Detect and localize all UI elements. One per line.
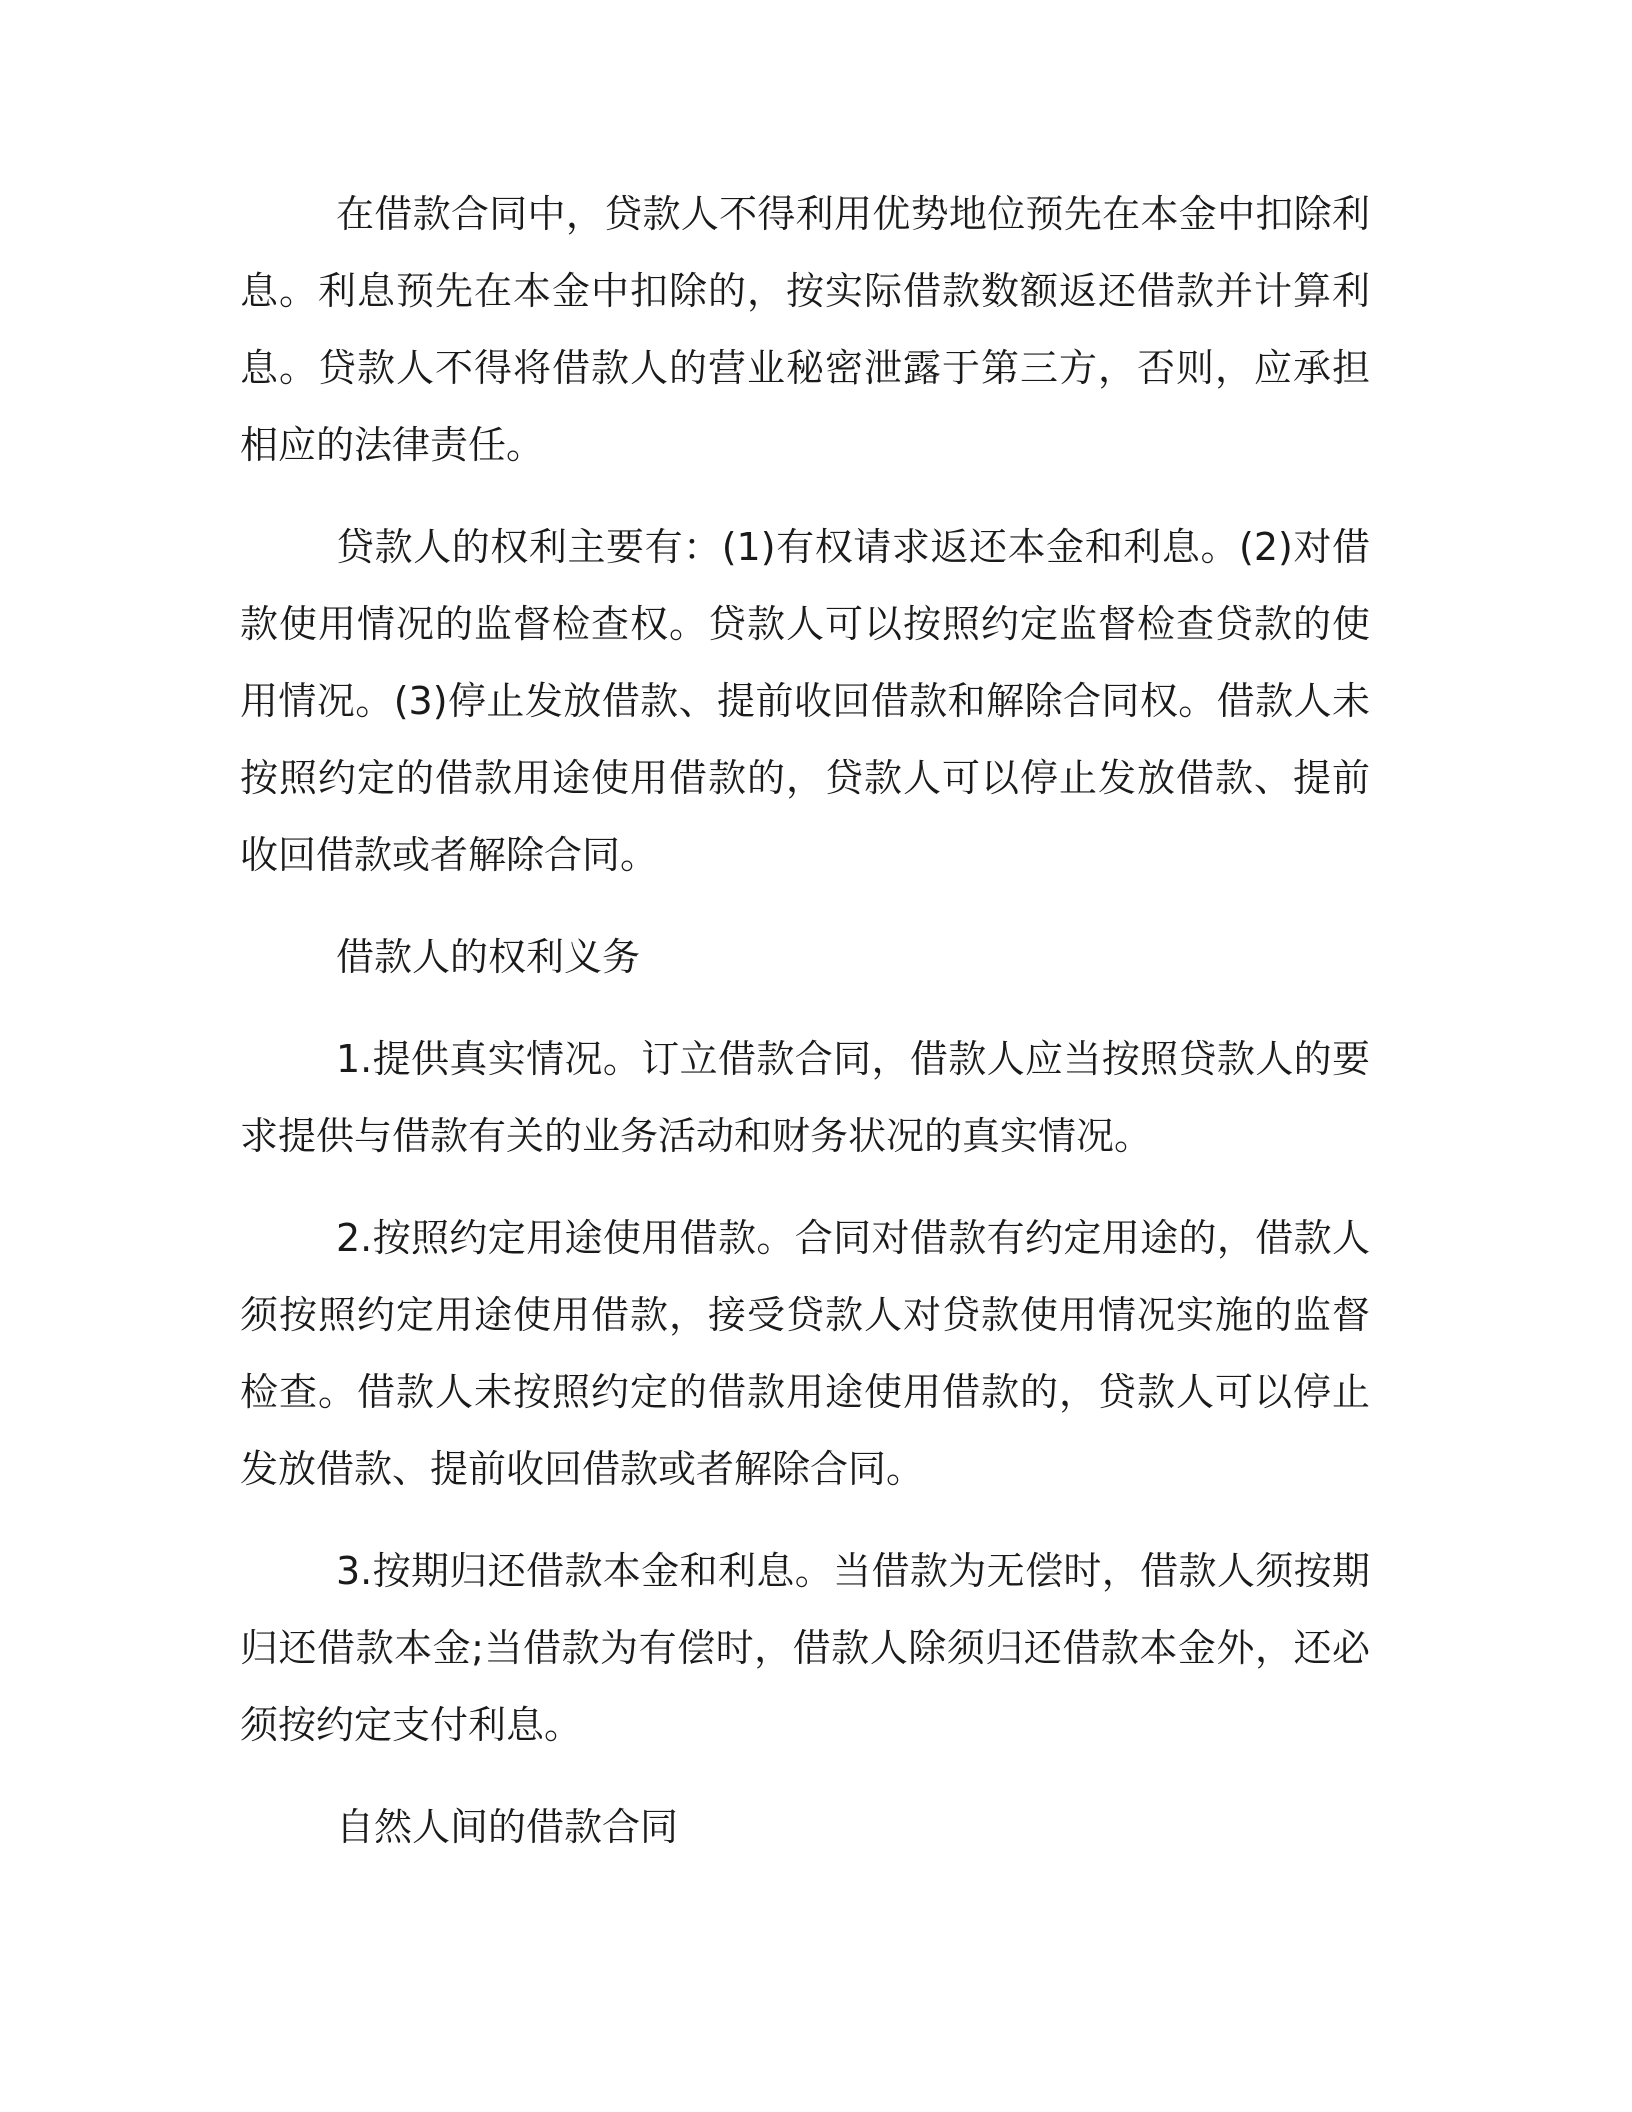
paragraph-lender-rights: 贷款人的权利主要有：(1)有权请求返还本金和利息。(2)对借款使用情况的监督检查权。贷款人可以按照约定监督检查贷款的使用情况。(3)停止发放借款、提前收回借款和解除合同权。借款人未按照约定的借款用途使用借款的，贷款人可以停止发放借款、提前收回借款或者解除合同。	[240, 525, 1370, 877]
section-heading-borrower-rights: 借款人的权利义务	[336, 935, 641, 979]
section-heading-natural-person-loans: 自然人间的借款合同	[336, 1805, 679, 1849]
paragraph-lender-prohibitions: 在借款合同中，贷款人不得利用优势地位预先在本金中扣除利息。利息预先在本金中扣除的，按实际借款数额返还借款并计算利息。贷款人不得将借款人的营业秘密泄露于第三方，否则，应承担相应的法律责任。	[240, 192, 1370, 467]
paragraph-item-3: 3.按期归还借款本金和利息。当借款为无偿时，借款人须按期归还借款本金;当借款为有偿时，借款人除须归还借款本金外，还必须按约定支付利息。	[240, 1549, 1370, 1747]
paragraph-item-1: 1.提供真实情况。订立借款合同，借款人应当按照贷款人的要求提供与借款有关的业务活动和财务状况的真实情况。	[240, 1037, 1370, 1158]
paragraph-item-2: 2.按照约定用途使用借款。合同对借款有约定用途的，借款人须按照约定用途使用借款，接受贷款人对贷款使用情况实施的监督检查。借款人未按照约定的借款用途使用借款的，贷款人可以停止发放借款、提前收回借款或者解除合同。	[240, 1216, 1370, 1491]
document-body	[240, 176, 1370, 1891]
